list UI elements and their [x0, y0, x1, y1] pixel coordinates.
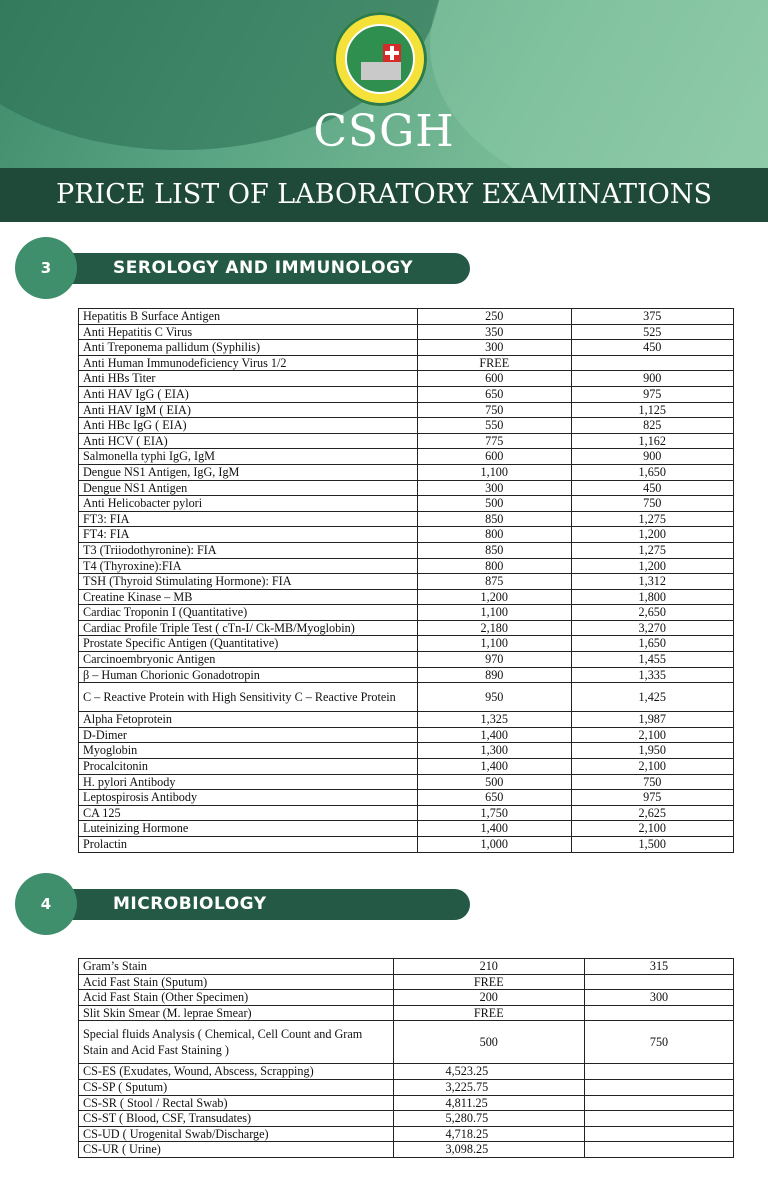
table-row [79, 589, 734, 605]
price-cell-2: 750 [571, 496, 733, 512]
price-cell-2: 1,162 [571, 433, 733, 449]
table-row [79, 974, 734, 990]
price-cell-1: 300 [418, 340, 572, 356]
table-row [79, 386, 734, 402]
price-cell-1: 750 [418, 402, 572, 418]
table-row [79, 605, 734, 621]
price-cell-1: 210 [393, 959, 584, 975]
table-row [79, 418, 734, 434]
price-cell-2: 1,650 [571, 636, 733, 652]
price-cell-2: 375 [571, 309, 733, 325]
price-cell-1: 800 [418, 527, 572, 543]
table-row [79, 1005, 734, 1021]
exam-name-cell: Anti Treponema pallidum (Syphilis) [79, 340, 418, 356]
exam-name-cell: Anti Human Immunodeficiency Virus 1/2 [79, 355, 418, 371]
microbiology-price-table [78, 958, 734, 1158]
price-cell-1: 1,400 [418, 759, 572, 775]
table-row [79, 805, 734, 821]
exam-name-cell: CS-ST ( Blood, CSF, Transudates) [79, 1111, 394, 1127]
price-cell-2: 2,100 [571, 759, 733, 775]
section-title: SEROLOGY AND IMMUNOLOGY [113, 258, 414, 278]
price-cell-1: 5,280.75 [393, 1111, 584, 1127]
price-cell-1: 4,811.25 [393, 1095, 584, 1111]
exam-name-cell: FT4: FIA [79, 527, 418, 543]
price-cell-1: 2,180 [418, 620, 572, 636]
price-cell-1: 250 [418, 309, 572, 325]
table-row [79, 959, 734, 975]
price-cell-1: 1,300 [418, 743, 572, 759]
exam-name-cell: Gram’s Stain [79, 959, 394, 975]
price-cell-2: 450 [571, 480, 733, 496]
section-title: MICROBIOLOGY [113, 894, 267, 914]
price-cell-1: 200 [393, 990, 584, 1006]
exam-name-cell: Anti HAV IgM ( EIA) [79, 402, 418, 418]
price-cell-1: 875 [418, 574, 572, 590]
exam-name-cell: Procalcitonin [79, 759, 418, 775]
table-row [79, 480, 734, 496]
price-cell-1: 1,200 [418, 589, 572, 605]
price-cell-1: 350 [418, 324, 572, 340]
price-cell-2: 1,455 [571, 652, 733, 668]
price-cell-1: 4,718.25 [393, 1126, 584, 1142]
page-title: PRICE LIST OF LABORATORY EXAMINATIONS [56, 179, 712, 210]
table-row [79, 464, 734, 480]
table-row [79, 990, 734, 1006]
price-cell-1: 3,225.75 [393, 1079, 584, 1095]
table-row [79, 433, 734, 449]
price-cell-2: 1,500 [571, 837, 733, 853]
exam-name-cell: H. pylori Antibody [79, 774, 418, 790]
table-row [79, 743, 734, 759]
price-cell-2: 975 [571, 386, 733, 402]
table-row [79, 620, 734, 636]
exam-name-cell: β – Human Chorionic Gonadotropin [79, 667, 418, 683]
exam-name-cell: Creatine Kinase – MB [79, 589, 418, 605]
exam-name-cell: T3 (Triiodothyronine): FIA [79, 542, 418, 558]
section-number: 4 [15, 873, 77, 935]
exam-name-cell: Hepatitis B Surface Antigen [79, 309, 418, 325]
price-cell-1: 3,098.25 [393, 1142, 584, 1158]
price-cell-1: FREE [393, 1005, 584, 1021]
exam-name-cell: CS-UR ( Urine) [79, 1142, 394, 1158]
price-cell-2: 900 [571, 449, 733, 465]
table-row [79, 1126, 734, 1142]
price-cell-1: 4,523.25 [393, 1064, 584, 1080]
price-cell-2 [584, 1126, 733, 1142]
price-cell-2: 2,100 [571, 727, 733, 743]
price-cell-2: 900 [571, 371, 733, 387]
exam-name-cell: Cardiac Troponin I (Quantitative) [79, 605, 418, 621]
exam-name-cell: CS-SP ( Sputum) [79, 1079, 394, 1095]
table-row [79, 355, 734, 371]
price-cell-2: 1,650 [571, 464, 733, 480]
price-cell-1: 1,100 [418, 464, 572, 480]
table-row [79, 542, 734, 558]
exam-name-cell: Prolactin [79, 837, 418, 853]
price-cell-1: 970 [418, 652, 572, 668]
price-cell-2: 1,425 [571, 683, 733, 712]
price-cell-1: 850 [418, 511, 572, 527]
price-cell-1: 800 [418, 558, 572, 574]
price-cell-1: 500 [418, 774, 572, 790]
price-cell-2 [584, 1095, 733, 1111]
exam-name-cell: D-Dimer [79, 727, 418, 743]
exam-name-cell: Acid Fast Stain (Sputum) [79, 974, 394, 990]
exam-name-cell: TSH (Thyroid Stimulating Hormone): FIA [79, 574, 418, 590]
table-row [79, 511, 734, 527]
price-cell-1: 890 [418, 667, 572, 683]
price-cell-1: 500 [418, 496, 572, 512]
price-cell-1: 1,100 [418, 605, 572, 621]
price-cell-2: 1,275 [571, 542, 733, 558]
exam-name-cell: Salmonella typhi IgG, IgM [79, 449, 418, 465]
price-cell-2: 1,200 [571, 527, 733, 543]
table-row [79, 759, 734, 775]
table-row [79, 527, 734, 543]
price-cell-1: 500 [393, 1021, 584, 1064]
price-cell-2 [584, 974, 733, 990]
price-cell-2: 1,950 [571, 743, 733, 759]
price-cell-1: 775 [418, 433, 572, 449]
section-header-microbiology [15, 873, 475, 935]
table-row [79, 636, 734, 652]
exam-name-cell: Anti HCV ( EIA) [79, 433, 418, 449]
exam-name-cell: CS-SR ( Stool / Rectal Swab) [79, 1095, 394, 1111]
exam-name-cell: CS-ES (Exudates, Wound, Abscess, Scrapping) [79, 1064, 394, 1080]
exam-name-cell: Cardiac Profile Triple Test ( cTn-I/ Ck-MB/Myoglobin) [79, 620, 418, 636]
price-cell-2: 2,650 [571, 605, 733, 621]
table-row [79, 574, 734, 590]
table-row [79, 324, 734, 340]
price-cell-2 [584, 1064, 733, 1080]
section-number: 3 [15, 237, 77, 299]
table-row [79, 1142, 734, 1158]
exam-name-cell: Dengue NS1 Antigen, IgG, IgM [79, 464, 418, 480]
price-cell-1: 1,000 [418, 837, 572, 853]
table-row [79, 821, 734, 837]
price-cell-1: 1,100 [418, 636, 572, 652]
price-cell-2: 1,335 [571, 667, 733, 683]
exam-name-cell: Alpha Fetoprotein [79, 712, 418, 728]
exam-name-cell: FT3: FIA [79, 511, 418, 527]
table-row [79, 1095, 734, 1111]
price-cell-1: 600 [418, 449, 572, 465]
exam-name-cell: Anti Helicobacter pylori [79, 496, 418, 512]
price-cell-1: 1,325 [418, 712, 572, 728]
price-cell-2: 825 [571, 418, 733, 434]
table-row [79, 712, 734, 728]
price-cell-2 [584, 1111, 733, 1127]
price-cell-2 [584, 1142, 733, 1158]
exam-name-cell: CA 125 [79, 805, 418, 821]
price-cell-1: 1,400 [418, 821, 572, 837]
table-row [79, 727, 734, 743]
price-cell-1: 550 [418, 418, 572, 434]
price-cell-1: 1,750 [418, 805, 572, 821]
exam-name-cell: Myoglobin [79, 743, 418, 759]
price-cell-1: 650 [418, 386, 572, 402]
price-cell-1: FREE [418, 355, 572, 371]
table-row [79, 558, 734, 574]
price-cell-2: 1,987 [571, 712, 733, 728]
exam-name-cell: Anti HAV IgG ( EIA) [79, 386, 418, 402]
table-row [79, 790, 734, 806]
price-cell-1: 600 [418, 371, 572, 387]
exam-name-cell: Anti HBs Titer [79, 371, 418, 387]
brand-name: CSGH [313, 106, 455, 157]
exam-name-cell: Luteinizing Hormone [79, 821, 418, 837]
table-row [79, 1111, 734, 1127]
exam-name-cell: Leptospirosis Antibody [79, 790, 418, 806]
price-cell-2 [571, 355, 733, 371]
price-cell-2: 975 [571, 790, 733, 806]
price-cell-2 [584, 1079, 733, 1095]
price-cell-2: 300 [584, 990, 733, 1006]
table-row [79, 371, 734, 387]
price-cell-1: 300 [418, 480, 572, 496]
exam-name-cell: Special fluids Analysis ( Chemical, Cell Count and Gram Stain and Acid Fast Staining ) [79, 1021, 394, 1064]
price-cell-2: 750 [571, 774, 733, 790]
price-cell-2: 450 [571, 340, 733, 356]
price-cell-2: 315 [584, 959, 733, 975]
serology-price-table [78, 308, 734, 853]
table-row [79, 449, 734, 465]
table-row [79, 1064, 734, 1080]
exam-name-cell: CS-UD ( Urogenital Swab/Discharge) [79, 1126, 394, 1142]
hospital-logo-icon [333, 12, 427, 106]
table-row [79, 309, 734, 325]
exam-name-cell: T4 (Thyroxine):FIA [79, 558, 418, 574]
exam-name-cell: Dengue NS1 Antigen [79, 480, 418, 496]
price-cell-2: 1,125 [571, 402, 733, 418]
section-header-serology [15, 237, 475, 299]
exam-name-cell: Slit Skin Smear (M. leprae Smear) [79, 1005, 394, 1021]
table-row [79, 774, 734, 790]
price-cell-2: 3,270 [571, 620, 733, 636]
exam-name-cell: C – Reactive Protein with High Sensitivity C – Reactive Protein [79, 683, 418, 712]
price-cell-2: 750 [584, 1021, 733, 1064]
price-cell-2: 1,275 [571, 511, 733, 527]
exam-name-cell: Anti Hepatitis C Virus [79, 324, 418, 340]
price-cell-2: 2,625 [571, 805, 733, 821]
table-row [79, 340, 734, 356]
price-cell-2: 1,200 [571, 558, 733, 574]
exam-name-cell: Acid Fast Stain (Other Specimen) [79, 990, 394, 1006]
table-row [79, 1079, 734, 1095]
price-cell-1: 850 [418, 542, 572, 558]
table-row [79, 402, 734, 418]
exam-name-cell: Carcinoembryonic Antigen [79, 652, 418, 668]
exam-name-cell: Prostate Specific Antigen (Quantitative) [79, 636, 418, 652]
price-cell-2: 1,312 [571, 574, 733, 590]
price-cell-2 [584, 1005, 733, 1021]
table-row [79, 837, 734, 853]
table-row [79, 667, 734, 683]
page-header [0, 0, 768, 222]
price-cell-2: 525 [571, 324, 733, 340]
price-cell-1: 650 [418, 790, 572, 806]
price-cell-1: FREE [393, 974, 584, 990]
price-cell-2: 1,800 [571, 589, 733, 605]
price-cell-1: 1,400 [418, 727, 572, 743]
price-cell-2: 2,100 [571, 821, 733, 837]
table-row [79, 1021, 734, 1064]
table-row [79, 683, 734, 712]
exam-name-cell: Anti HBc IgG ( EIA) [79, 418, 418, 434]
table-row [79, 652, 734, 668]
price-cell-1: 950 [418, 683, 572, 712]
table-row [79, 496, 734, 512]
